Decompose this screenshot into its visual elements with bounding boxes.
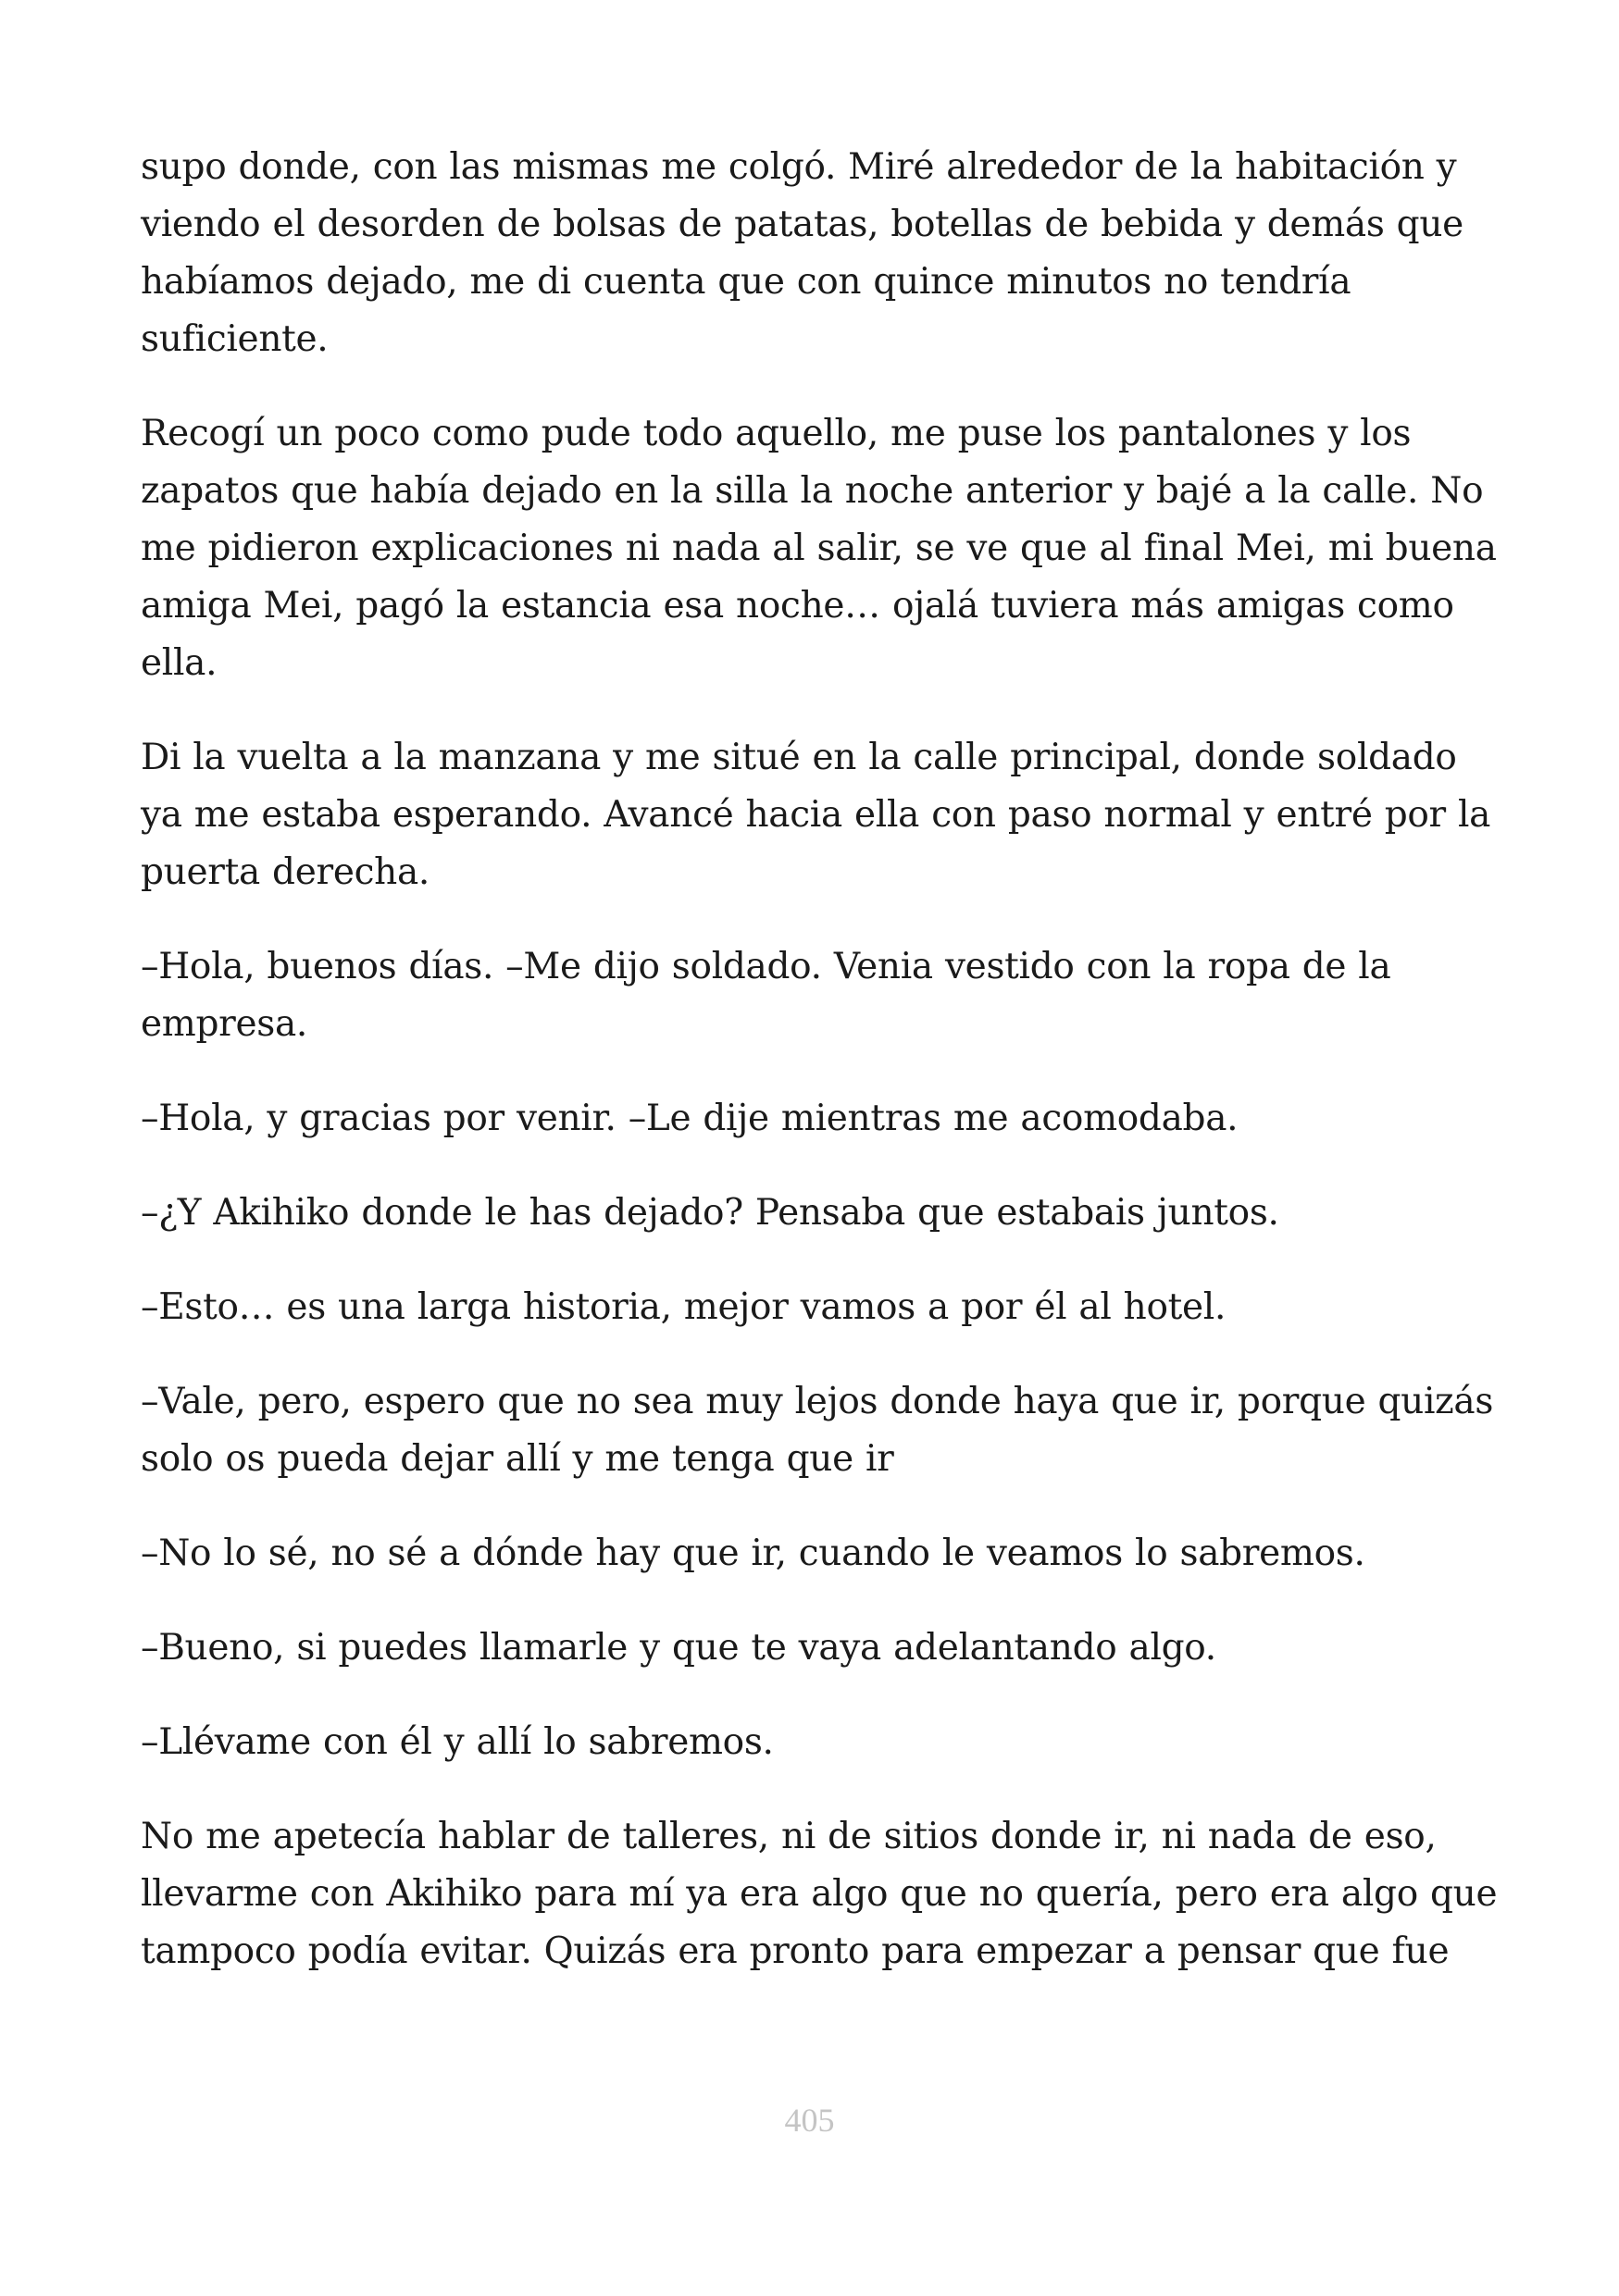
dialogue-line: –Llévame con él y allí lo sabremos. [141,1721,774,1763]
dialogue-line: –Hola, y gracias por venir. –Le dije mientras me acomodaba. [141,1098,1239,1139]
dialogue-line: –Vale, pero, espero que no sea muy lejos donde haya que ir, porque quizás solo os pueda dejar allí y me tenga que ir [141,1381,1494,1480]
paragraph: No me apetecía hablar de talleres, ni de sitios donde ir, ni nada de eso, llevarme con Akihiko para mí ya era algo que no quería, pero era algo que tampoco podía evitar. Quizás era pronto para empezar a pensar que fue [141,1816,1498,1972]
dialogue-line: –Esto… es una larga historia, mejor vamos a por él al hotel. [141,1286,1227,1328]
dialogue-line: –No lo sé, no sé a dónde hay que ir, cuando le veamos lo sabremos. [141,1533,1365,1574]
paragraph: Di la vuelta a la manzana y me situé en la calle principal, donde soldado ya me estaba esperando. Avancé hacia ella con paso normal y entré por la puerta derecha. [141,737,1491,893]
paragraph: supo donde, con las mismas me colgó. Miré alrededor de la habitación y viendo el desorden de bolsas de patatas, botellas de bebida y demás que habíamos dejado, me di cuenta que con quince minutos no tendría suficiente. [141,146,1463,360]
page-body [141,139,1501,2017]
page-number: 405 [784,2102,835,2139]
dialogue-line: –Hola, buenos días. –Me dijo soldado. Venia vestido con la ropa de la empresa. [141,946,1391,1045]
dialogue-line: –¿Y Akihiko donde le has dejado? Pensaba que estabais juntos. [141,1192,1279,1234]
dialogue-line: –Bueno, si puedes llamarle y que te vaya adelantando algo. [141,1627,1216,1669]
paragraph: Recogí un poco como pude todo aquello, me puse los pantalones y los zapatos que había dejado en la silla la noche anterior y bajé a la calle. No me pidieron explicaciones ni nada al salir, se ve que al final Mei, mi buena amiga Mei, pagó la estancia esa noche… ojalá tuviera más amigas como ella. [141,413,1497,684]
